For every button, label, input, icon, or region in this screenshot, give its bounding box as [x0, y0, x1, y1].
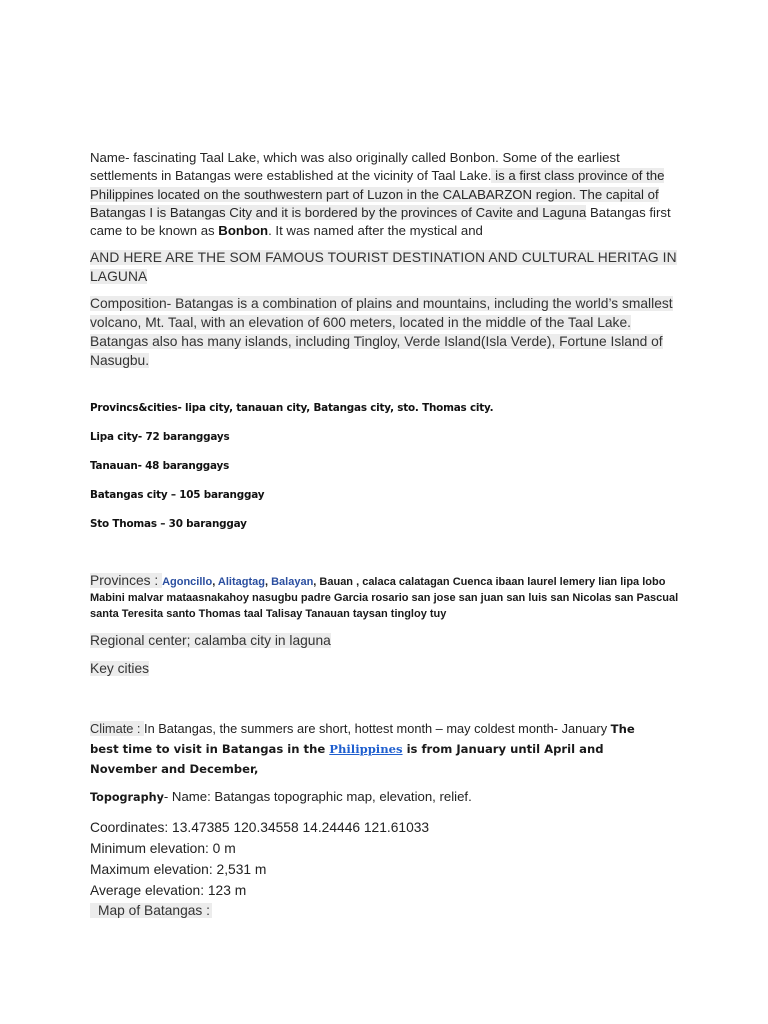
batangas-city-line: Batangas city – 105 baranggay [90, 489, 265, 501]
key-cities [90, 661, 149, 676]
coordinates-line: Coordinates: 13.47385 120.34558 14.24446 121.61033 [90, 820, 430, 835]
key-cities-text: Key cities [90, 661, 150, 676]
climate-bold-1: The best time to visit in Batangas in the [90, 722, 635, 756]
intro-part4: . It was named after the mystical and [268, 223, 483, 239]
topography-line [90, 789, 472, 804]
coordinates-block [90, 817, 429, 901]
intro-part2: is a first class province of the Philippines located on the southwestern part of Luzon in the CALABARZON region. The capital of Batangas I is Batangas City and it is bordered by the provinces of Cavite and Laguna [90, 168, 665, 220]
intro-part3: Batangas first came to be known as [90, 204, 671, 239]
topography-label: Topography [90, 791, 164, 804]
map-of-batangas [90, 903, 212, 918]
composition-paragraph [90, 294, 690, 370]
provinces-rest: , Bauan , calaca calatagan Cuenca ibaan laurel lemery lian lipa lobo Mabini malvar mataasnakahoy nasugbu padre Garcia rosario san jose san juan san luis san Nicolas san Pascual santa Teresita santo Thomas taal Talisay Tanauan taysan tingloy tuy [90, 576, 679, 620]
climate-bold-2: is from January until April and November and December, [90, 742, 604, 776]
sto-thomas-line: Sto Thomas – 30 baranggay [90, 518, 247, 530]
regional-center [90, 633, 331, 648]
provinces-label: Provinces : [90, 573, 163, 588]
province-link-agoncillo[interactable]: Agoncillo [162, 576, 213, 588]
climate-label: Climate : [90, 721, 145, 736]
province-separator: , [264, 576, 272, 588]
tanauan-line: Tanauan- 48 baranggays [90, 460, 230, 472]
topography-text: - Name: Batangas topographic map, elevation, relief. [163, 789, 472, 804]
composition-text: Composition- Batangas is a combination of plains and mountains, including the world’s smallest volcano, Mt. Taal, with an elevation of 600 meters, located in the middle of the Taal Lake. Batangas also has many islands, including Tingloy, Verde Island(Isla Verde), Fortune Island of Nasugbu. [90, 296, 673, 369]
province-link-alitagtag[interactable]: Alitagtag [217, 576, 265, 588]
tourist-heading-text: AND HERE ARE THE SOM FAMOUS TOURIST DESTINATION AND CULTURAL HERITAG IN LAGUNA [90, 250, 677, 285]
provinces-list [90, 573, 680, 622]
map-of-batangas-text: Map of Batangas : [90, 903, 212, 918]
intro-part1: Name- fascinating Taal Lake, which was also originally called Bonbon. Some of the earliest settlements in Batangas were established at the vicinity of Taal Lake. [90, 150, 620, 184]
document-page [90, 149, 690, 918]
regional-center-text: Regional center; calamba city in laguna [90, 633, 331, 648]
tourist-heading [90, 248, 690, 286]
climate-paragraph [90, 719, 660, 779]
lipa-city-line: Lipa city- 72 baranggays [90, 431, 230, 443]
min-elevation-line: Minimum elevation: 0 m [90, 841, 236, 856]
province-separator: , [212, 576, 218, 588]
climate-text: In Batangas, the summers are short, hottest month – may coldest month- January [144, 721, 611, 736]
intro-bold-bonbon: Bonbon [218, 223, 269, 239]
provincs-cities-line: Provincs&cities- lipa city, tanauan city, Batangas city, sto. Thomas city. [90, 402, 494, 414]
max-elevation-line: Maximum elevation: 2,531 m [90, 862, 267, 877]
philippines-link[interactable]: Philippines [329, 742, 403, 756]
province-link-balayan[interactable]: Balayan [271, 576, 314, 588]
intro-paragraph [90, 149, 690, 240]
avg-elevation-line: Average elevation: 123 m [90, 883, 247, 898]
